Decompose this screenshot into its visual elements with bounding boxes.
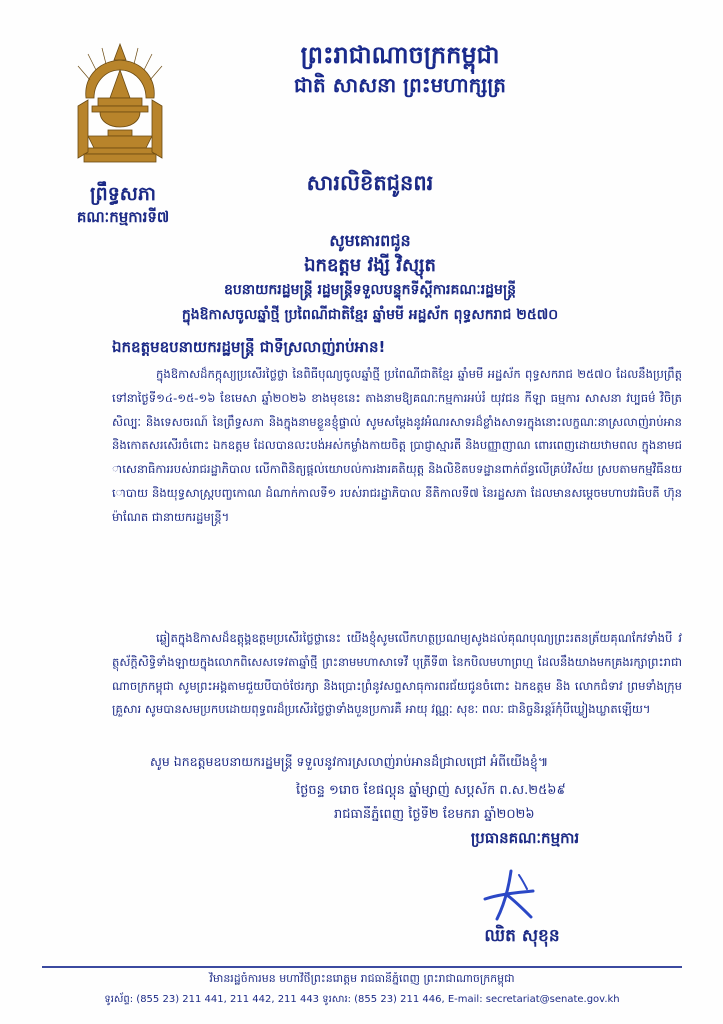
body-paragraph-1: ក្នុងឱកាសដ៏កក្កុស្យប្រសើរថ្លៃថ្លា នៃពិធីបុណ្យចូលឆ្នាំថ្មី ប្រពៃណីជាតិខ្មែរ ឆ្នាំមមី អដ្ឋស័ក ពុទ្ធសករាជ ២៥៧០ ដែលនឹងប្រព្រឹត្តទៅនាថ្ងៃទី១៤-១៥-១៦ ខែមេសា ឆ្នាំ២០២៦ ខាងមុខនេះ តាងនាមឱ្យគណៈកម្មការអប់រំ យុវជន កីឡា ធម្មការ សាសនា វប្បធម៌ វិចិត្រសិល្បៈ និងទេសចរណ៍ នៃព្រឹទ្ធសភា និងក្នុងនាមខ្លួនខ្ញុំផ្ទាល់ សូមសម្តែងនូវអំណរសាទរដ៏ខ្លាំងសាទរក្នុងនោះលក្ខណៈនាស្រលាញ់រាប់អាន និងកោតសរសើរចំពោះ ឯកឧត្តម ដែលបានលះបង់អស់កម្លាំងកាយចិត្ត ប្រាជ្ញាស្មារតី និងបញ្ញាញាណ ពោរពេញដោយឋាមពល ក្នុងនាមជាសេនាធិការរបស់រាជរដ្ឋាភិបាល លើកាពិនិត្យផ្តល់យោបល់ការងារគតិយុត្ត និងលិខិតបទដ្ឋានពាក់ព័ន្ធលើគ្រប់វិស័យ ស្របតាមកម្មវិធីនយោបាយ និងយុទ្ធសាស្ត្របញ្ចកោណ ដំណាក់កាលទី១ របស់រាជរដ្ឋាភិបាល នីតិកាលទី៧ នៃរដ្ឋសភា ដែលមានសម្តេចមហាបវរធិបតី ហ៊ុន ម៉ាណែត ជានាយករដ្ឋមន្ត្រី។ <box>112 367 682 524</box>
occasion-line: ក្នុងឱកាសចូលឆ្នាំថ្មី ប្រពៃណីជាតិខ្មែរ ឆ្នាំមមី អដ្ឋស័ក ពុទ្ធសករាជ ២៥៧០ <box>181 307 559 323</box>
respect-line: សូមគោរពជូន <box>329 231 411 250</box>
kingdom-name: ព្រះរាជាណាចក្រកម្ពុជា <box>300 41 500 69</box>
signer-name: ឈិត សុខុន <box>484 926 560 946</box>
commission-name: គណៈកម្មការទី៧ <box>76 208 170 226</box>
recipient-positions: ឧបនាយករដ្ឋមន្ត្រី រដ្ឋមន្ត្រីទទួលបន្ទុកទីស្តីការគណៈរដ្ឋមន្ត្រី <box>223 282 517 298</box>
footer-contact: ទូរស័ព្ទ: (855 23) 211 441, 211 442, 211 443 ទូរសារ: (855 23) 211 446, E-mail: secretariat@senate.gov.kh <box>104 994 620 1005</box>
place-date: រាជធានីភ្នំពេញ ថ្ងៃទី២ ខែមករា ឆ្នាំ២០២៦ <box>334 807 535 822</box>
senate-emblem-icon <box>70 40 170 168</box>
letter-title: សារលិខិតជូនពរ <box>306 171 434 195</box>
salutation: ឯកឧត្តមឧបនាយករដ្ឋមន្ត្រី ជាទីស្រលាញ់រាប់អាន! <box>112 338 386 356</box>
footer-divider <box>42 966 682 968</box>
signature-icon <box>475 865 545 925</box>
senate-name: ព្រឹទ្ធសភា <box>90 183 156 205</box>
closing-line: សូម ឯកឧត្តមឧបនាយករដ្ឋមន្ត្រី ទទួលនូវការស្រលាញ់រាប់អានដ៏ជ្រាលជ្រៅ អំពីយើងខ្ញុំ៕ <box>150 754 549 769</box>
lunar-date: ថ្ងៃចន្ទ ១រោច ខែផល្គុន ឆ្នាំម្សាញ់ សប្តស័ក ព.ស.២៥៦៩ <box>296 783 566 798</box>
signer-title: ប្រធានគណៈកម្មការ <box>470 829 580 847</box>
body-paragraph-2: ឆ្លៀតក្នុងឱកាសដ៏ឧត្តុង្គឧត្តមប្រសើរថ្លៃថ្លានេះ យើងខ្ញុំសូមលើកហត្ថប្រណម្យសូងដល់គុណបុណ្យព្រះរតនត្រ័យគុណកែវទាំងបី វត្ថុស័ក្តិសិទ្ធិទាំងឡាយក្នុងលោកពិសេសទេវតាឆ្នាំថ្មី ព្រះនាមមហាសាទេវី បុត្រីទី៣ នៃកបិលមហាព្រហ្ម ដែលនឹងយាងមកគ្រងរក្សាព្រះរាជាណាចក្រកម្ពុជា សូមព្រះអង្គតាមជួយបីបាច់ថែរក្សា និងប្រោះព្រំនូវសព្ទសាធុការពរជ័យជូនចំពោះ ឯកឧត្តម និង លោកជំទាវ ព្រមទាំងក្រុមគ្រួសារ សូមបានសមប្រកបដោយពុទ្ធពរដ៏ប្រសើរថ្លៃថ្លាទាំងបួនប្រការគឺ អាយុ វណ្ណៈ សុខៈ ពលៈ ជានិច្ចនិរន្តរ៍កុំបីឃ្លៀងឃ្លាតឡើយ។ <box>112 631 682 717</box>
footer-address: វិមានរដ្ឋចំការមន មហាវិថីព្រះនរោត្តម រាជធានីភ្នំពេញ ព្រះរាជាណាចក្រកម្ពុជា <box>209 972 515 985</box>
national-motto: ជាតិ សាសនា ព្រះមហាក្សត្រ <box>294 73 506 97</box>
recipient-name: ឯកឧត្តម វង្សី វិស្សុត <box>304 255 436 276</box>
